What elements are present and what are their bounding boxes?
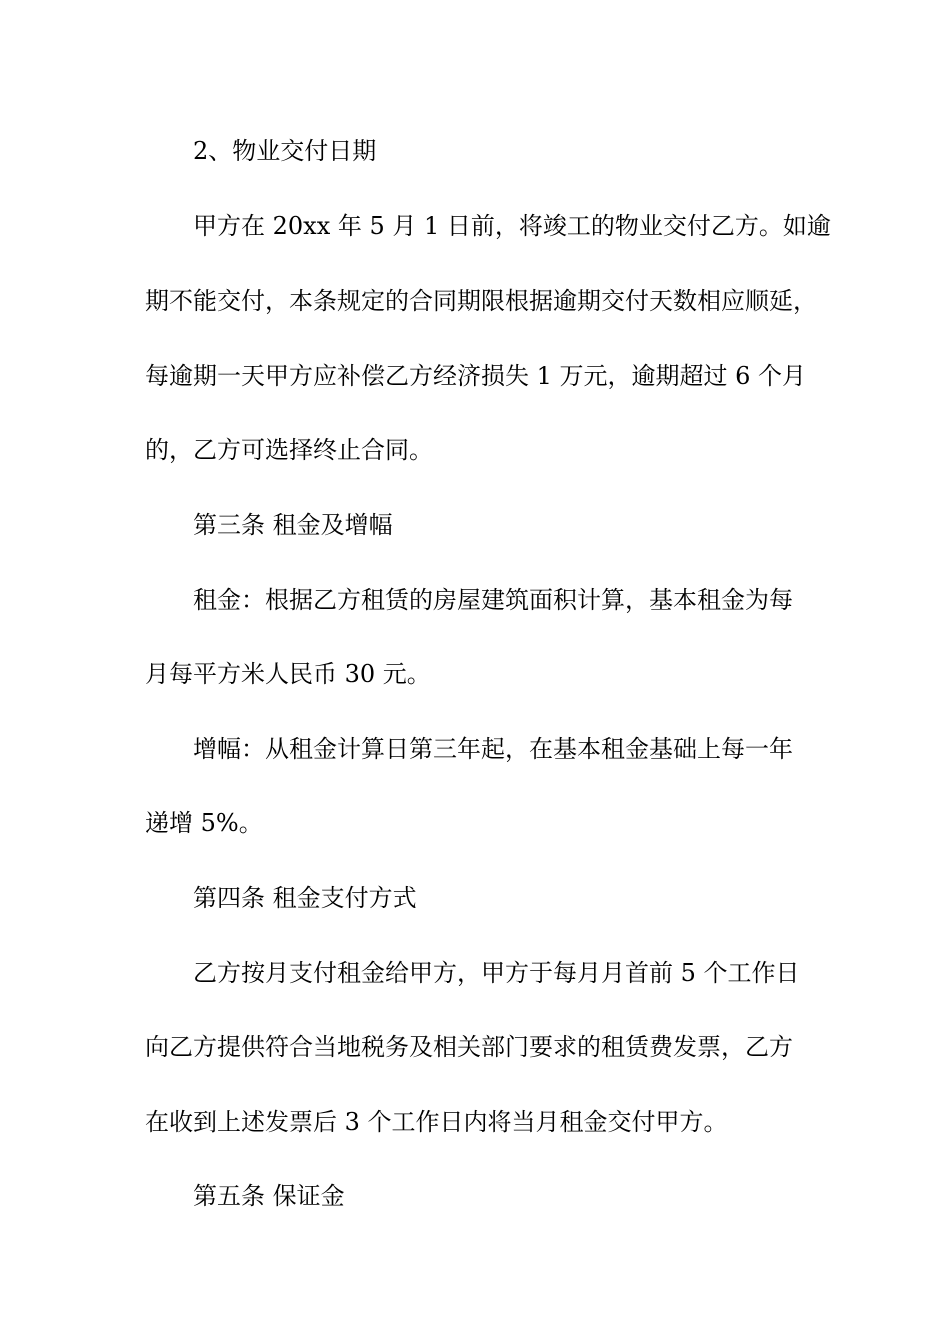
paragraph-line: 每逾期一天甲方应补偿乙方经济损失 1 万元，逾期超过 6 个月: [145, 362, 807, 390]
paragraph-line: 租金：根据乙方租赁的房屋建筑面积计算，基本租金为每: [193, 586, 793, 614]
paragraph-line: 乙方按月支付租金给甲方，甲方于每月月首前 5 个工作日: [193, 959, 800, 987]
paragraph-line: 递增 5%。: [145, 809, 263, 837]
article-heading-deposit: 第五条 保证金: [193, 1182, 345, 1210]
paragraph-line: 在收到上述发票后 3 个工作日内将当月租金交付甲方。: [145, 1108, 728, 1136]
paragraph-line: 甲方在 20xx 年 5 月 1 日前，将竣工的物业交付乙方。如逾: [193, 212, 831, 240]
paragraph-line: 月每平方米人民币 30 元。: [145, 660, 431, 688]
paragraph-line: 增幅：从租金计算日第三年起，在基本租金基础上每一年: [193, 735, 793, 763]
paragraph-line: 期不能交付，本条规定的合同期限根据逾期交付天数相应顺延，: [145, 287, 817, 315]
paragraph-line: 的，乙方可选择终止合同。: [145, 436, 433, 464]
section-heading-delivery-date: 2、物业交付日期: [193, 137, 377, 165]
article-heading-rent: 第三条 租金及增幅: [193, 511, 393, 539]
paragraph-line: 向乙方提供符合当地税务及相关部门要求的租赁费发票，乙方: [145, 1033, 793, 1061]
article-heading-payment: 第四条 租金支付方式: [193, 884, 417, 912]
